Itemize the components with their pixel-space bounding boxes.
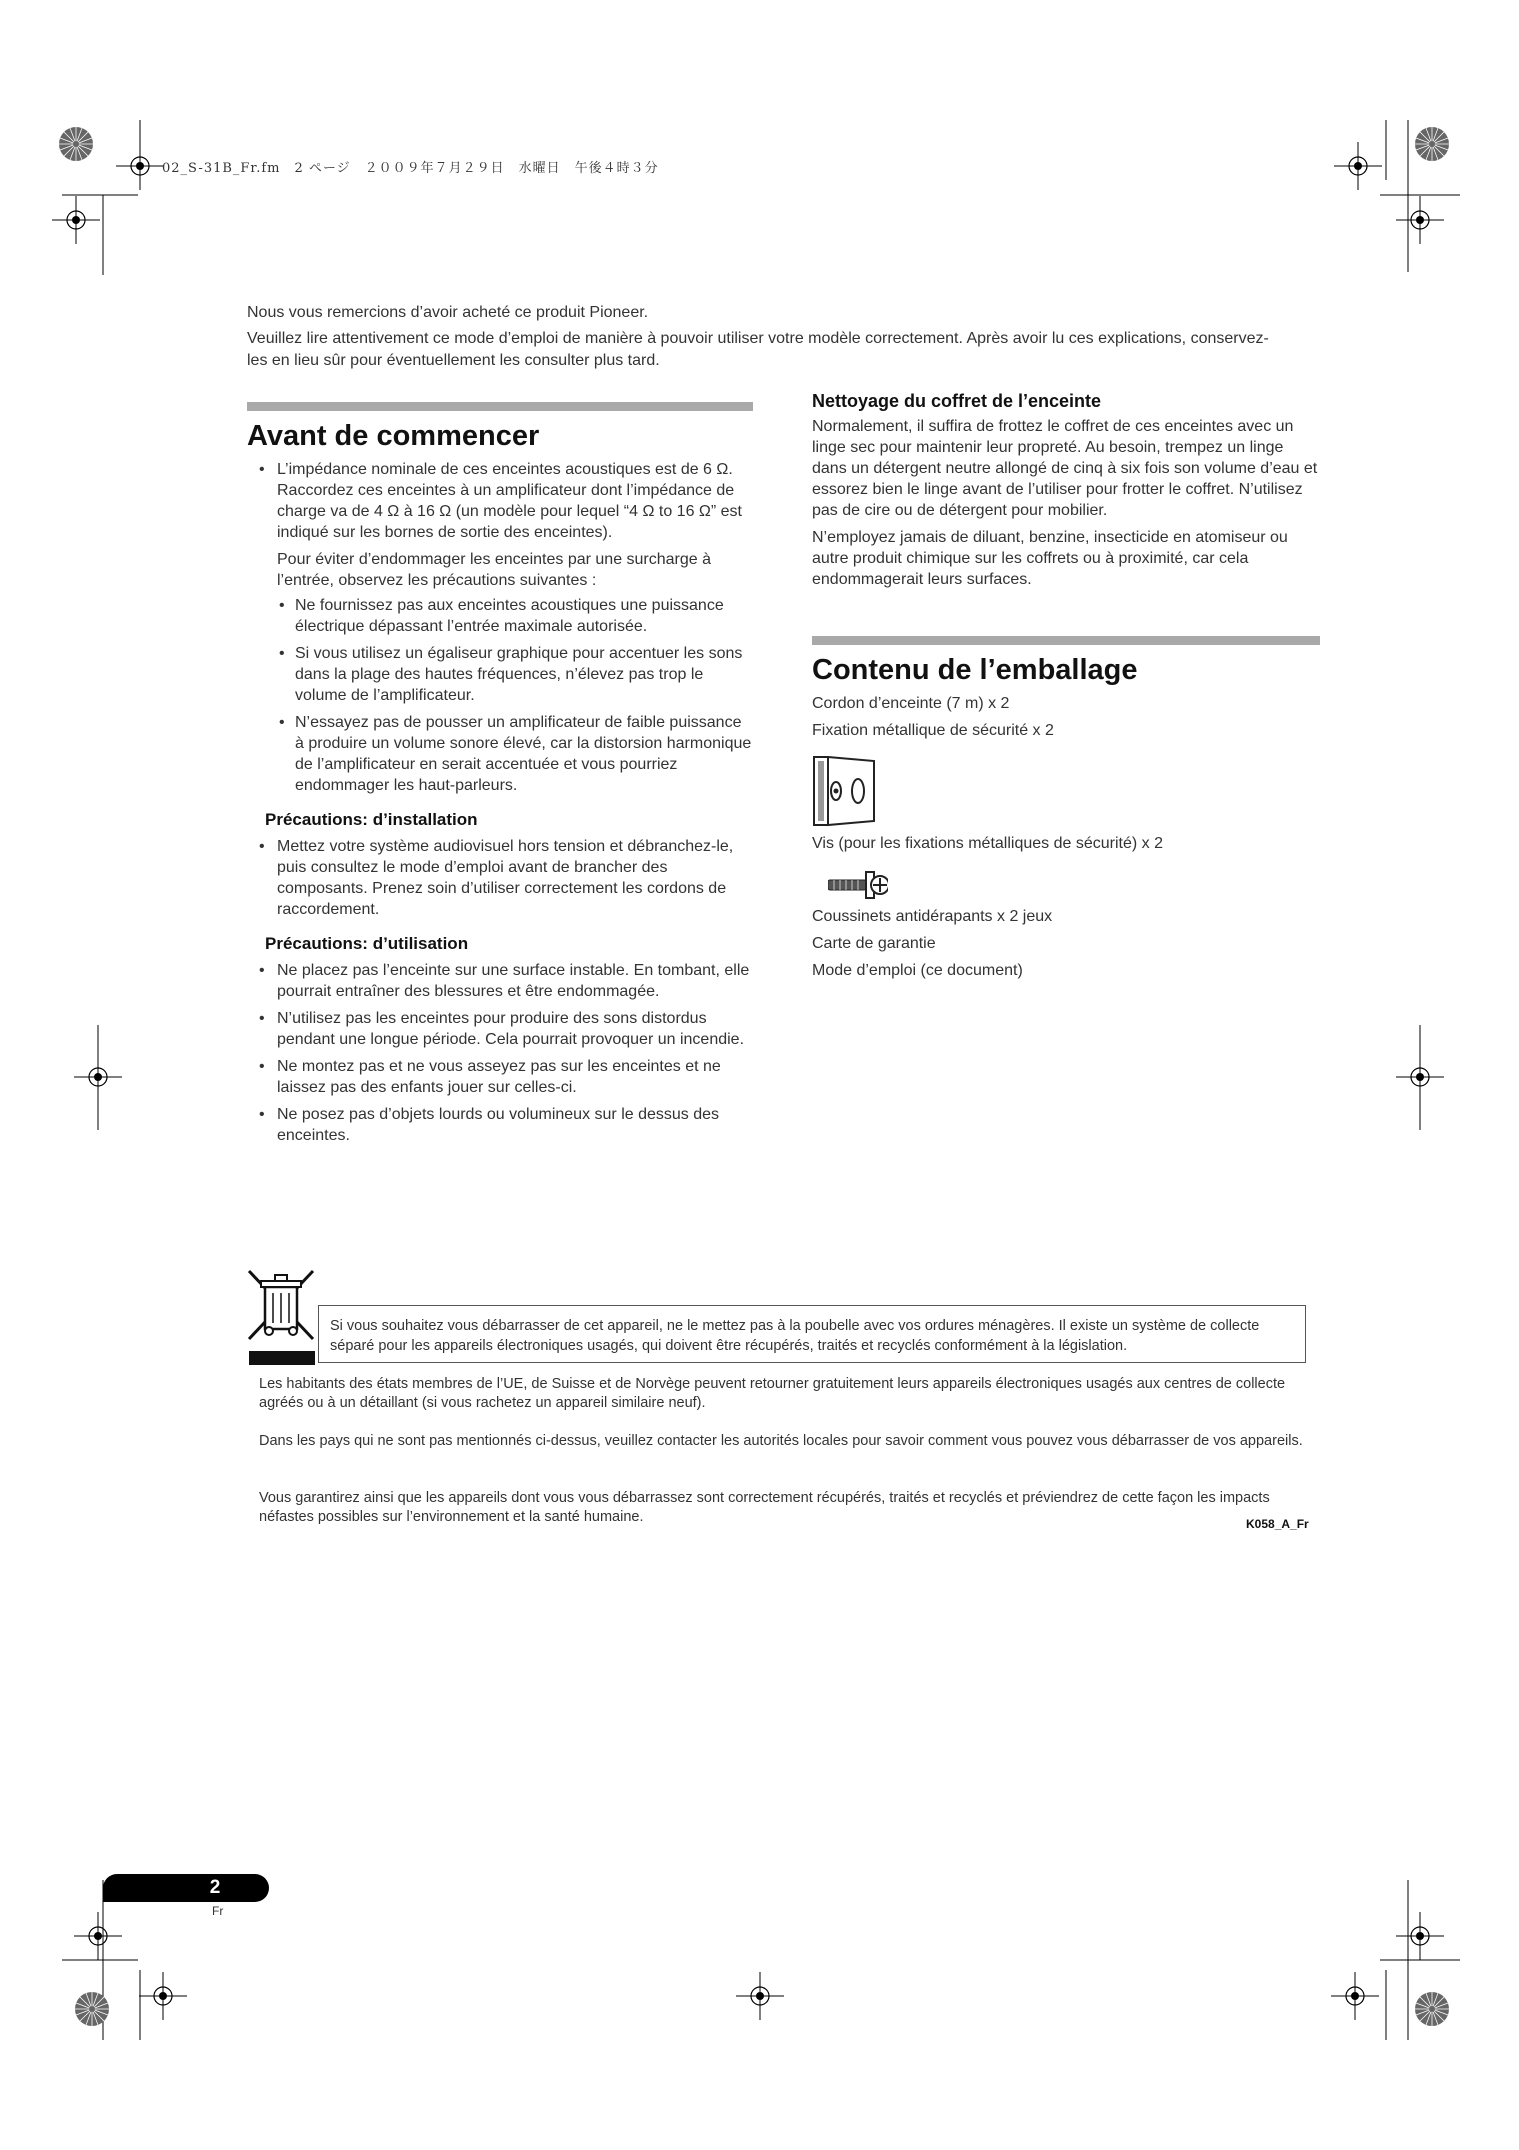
weee-para-3: Vous garantirez ainsi que les appareils dont vous vous débarrassez sont correctement récupérés, traités et recyclés et préviendrez de cette façon les impacts néfastes possibles sur l’environnement et la santé humaine. xyxy=(259,1490,1270,1525)
intro-thanks: Nous vous remercions d’avoir acheté ce produit Pioneer. xyxy=(247,304,649,321)
list-item xyxy=(247,459,753,796)
weee-para-2: Dans les pays qui ne sont pas mentionnés ci-dessus, veuillez contacter les autorités locales pour savoir comment vous pouvez vous débarrasser de vos appareils. xyxy=(259,1433,1303,1449)
utilisation-list xyxy=(247,960,753,1146)
weee-para-1: Les habitants des états membres de l’UE, de Suisse et de Norvège peuvent retourner gratuitement leurs appareils électroniques usagés aux centres de collecte agréés ou à un détaillant (si vous rachetez un appareil similaire neuf). xyxy=(259,1376,1286,1411)
impedance-list xyxy=(247,459,753,796)
overload-list xyxy=(277,595,753,796)
bracket-figure xyxy=(812,747,1320,833)
list-item: • Ne placez pas l’enceinte sur une surface instable. En tombant, elle pourrait entraîner des blessures et être endommagée. xyxy=(247,960,753,1002)
crossed-bin-icon xyxy=(247,1269,317,1369)
intro xyxy=(247,302,1287,376)
list-item: • Mettez votre système audiovisuel hors tension et débranchez-le, puis consultez le mode d’emploi avant de brancher des composants. Prenez soin d’utiliser correctement les cordons de raccordement. xyxy=(247,836,753,920)
contents-item-warranty: Carte de garantie xyxy=(812,935,936,952)
section-contenu xyxy=(812,636,1320,987)
installation-heading: Précautions: d’installation xyxy=(265,810,478,829)
nettoyage-para-1: Normalement, il suffira de frottez le coffret de ces enceintes avec un linge sec pour maintenir leur propreté. Au besoin, trempez un linge dans un détergent neutre allongé de cinq à six fois son volume d’eau et essorez bien le linge avant de l’utiliser pour frotter le coffret. N’utilisez pas de cire ou de détergent pour mobilier. xyxy=(812,418,1318,519)
section-title-avant: Avant de commencer xyxy=(247,420,540,452)
weee-notice-box: Si vous souhaitez vous débarrasser de cet appareil, ne le mettez pas à la poubelle avec vos ordures ménagères. Il existe un système de collecte séparé pour les appareils électroniques usagés, qui doivent être récupérés, traités et recyclés conformément à la législation. xyxy=(318,1305,1306,1363)
nettoyage-heading: Nettoyage du coffret de l’enceinte xyxy=(812,391,1102,411)
page-number: 2 xyxy=(209,1877,221,1898)
list-item: • N’essayez pas de pousser un amplificateur de faible puissance à produire un volume sonore élevé, car la distorsion harmonique de l’amplificateur en serait accentuée et vous pourriez endommager les haut-parleurs. xyxy=(277,712,753,796)
screw-figure xyxy=(812,860,1320,906)
nettoyage-para-2: N’employez jamais de diluant, benzine, insecticide en atomiseur ou autre produit chimique sur les coffrets ou à proximité, car cela endommagerait leurs surfaces. xyxy=(812,529,1288,588)
section-bar xyxy=(247,402,753,411)
section-bar xyxy=(812,636,1320,645)
list-item: • Ne montez pas et ne vous asseyez pas sur les enceintes et ne laissez pas des enfants jouer sur celles-ci. xyxy=(247,1056,753,1098)
contents-item-screws: Vis (pour les fixations métalliques de sécurité) x 2 xyxy=(812,835,1163,852)
list-item: • Ne fournissez pas aux enceintes acoustiques une puissance électrique dépassant l’entrée maximale autorisée. xyxy=(277,595,753,637)
page-language: Fr xyxy=(212,1904,224,1918)
installation-list xyxy=(247,836,753,920)
screw-icon xyxy=(828,868,888,902)
page-tab xyxy=(103,1874,269,1902)
contents-item-manual: Mode d’emploi (ce document) xyxy=(812,962,1023,979)
overload-intro: Pour éviter d’endommager les enceintes par une surcharge à l’entrée, observez les précautions suivantes : xyxy=(277,551,712,589)
contents-item-pads: Coussinets antidérapants x 2 jeux xyxy=(812,908,1053,925)
document-code: K058_A_Fr xyxy=(1246,1517,1309,1531)
list-item: • Si vous utilisez un égaliseur graphique pour accentuer les sons dans la plage des hautes fréquences, n’élevez pas trop le volume de l’amplificateur. xyxy=(277,643,753,706)
section-avant xyxy=(247,402,753,1152)
contents-item-cable: Cordon d’enceinte (7 m) x 2 xyxy=(812,695,1010,712)
list-item: • N’utilisez pas les enceintes pour produire des sons distordus pendant une longue période. Cela pourrait provoquer un incendie. xyxy=(247,1008,753,1050)
impedance-text: L’impédance nominale de ces enceintes acoustiques est de 6 Ω. Raccordez ces enceintes à un amplificateur dont l’impédance de charge va de 4 Ω à 16 Ω (un modèle pour lequel “4 Ω to 16 Ω” est indiqué sur les bornes de sortie des enceintes). xyxy=(277,461,742,541)
contents-item-bracket: Fixation métallique de sécurité x 2 xyxy=(812,722,1054,739)
utilisation-heading: Précautions: d’utilisation xyxy=(265,934,469,953)
section-nettoyage xyxy=(812,390,1320,596)
list-item: • Ne posez pas d’objets lourds ou volumineux sur le dessus des enceintes. xyxy=(247,1104,753,1146)
section-title-contenu: Contenu de l’emballage xyxy=(812,654,1138,686)
intro-instructions: Veuillez lire attentivement ce mode d’emploi de manière à pouvoir utiliser votre modèle correctement. Après avoir lu ces explications, conservez-les en lieu sûr pour éventuellement les consulter plus tard. xyxy=(247,330,1269,369)
security-bracket-icon xyxy=(812,755,882,831)
file-header: 02_S-31B_Fr.fm 2 ページ ２００９年７月２９日 水曜日 午後４時３分 xyxy=(162,161,659,176)
